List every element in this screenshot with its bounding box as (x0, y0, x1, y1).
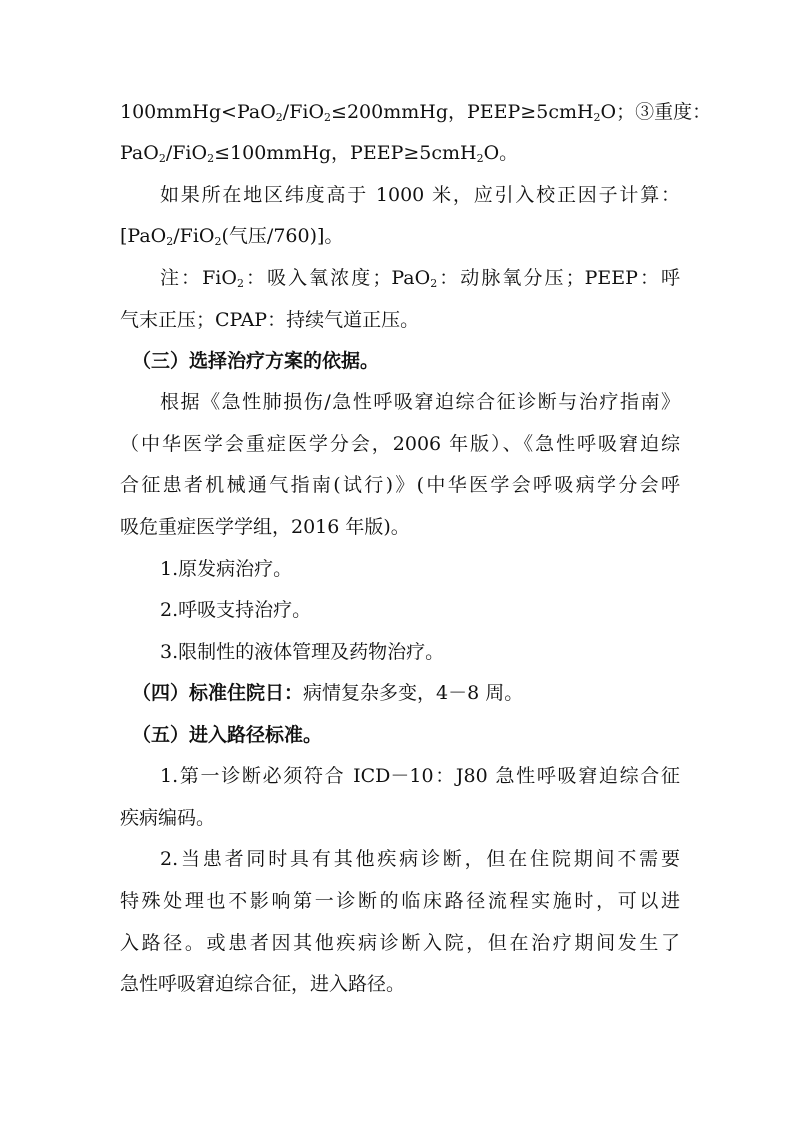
severe-criteria-line: PaO$_2$/FiO$_2$≤100mmHg，PEEP≥5cmH$_2$O。 (120, 142, 519, 165)
section-3-item-1: 1.原发病治疗。 (160, 558, 293, 580)
section-4-line (132, 679, 692, 707)
section-4-heading: （四）标准住院日： (132, 682, 304, 704)
section-5-item-2-line-2: 特殊处理也不影响第一诊断的临床路径流程实施时，可以进 (120, 890, 680, 912)
note-line-1: 注：FiO$_2$：吸入氧浓度；PaO$_2$：动脉氧分压；PEEP：呼 (160, 267, 680, 290)
section-5-item-2-line-3: 入路径。或患者因其他疾病诊断入院，但在治疗期间发生了 (120, 932, 680, 954)
section-5-item-1-line-2: 疾病编码。 (120, 807, 216, 829)
moderate-criteria-line: 100mmHg<PaO$_2$/FiO$_2$≤200mmHg，PEEP≥5cmH$_2$O；③重度： (120, 101, 712, 124)
section-5-item-1-line-1: 1.第一诊断必须符合 ICD－10：J80 急性呼吸窘迫综合征 (160, 765, 680, 787)
note-line-2: 气末正压；CPAP：持续气道正压。 (120, 309, 420, 331)
section-4-text: 病情复杂多变，4－8 周。 (303, 682, 524, 704)
section-3-line-1: 根据《急性肺损伤/急性呼吸窘迫综合征诊断与治疗指南》 (160, 391, 680, 413)
section-5-item-2-line-1: 2.当患者同时具有其他疾病诊断，但在住院期间不需要 (160, 848, 680, 870)
section-3-line-4: 吸危重症医学学组，2016 年版)。 (120, 516, 410, 538)
section-3-item-3: 3.限制性的液体管理及药物治疗。 (160, 641, 445, 663)
section-3-item-2: 2.呼吸支持治疗。 (160, 599, 312, 621)
altitude-line-1: 如果所在地区纬度高于 1000 米，应引入校正因子计算： (160, 184, 680, 206)
section-5-item-2-line-4: 急性呼吸窘迫综合征，进入路径。 (120, 973, 406, 995)
altitude-line-2: [PaO$_2$/FiO$_2$(气压/760)]。 (120, 225, 344, 248)
section-5-heading: （五）进入路径标准。 (132, 724, 323, 746)
section-3-heading: （三）选择治疗方案的依据。 (132, 350, 380, 372)
section-3-line-3: 合征患者机械通气指南(试行)》(中华医学会呼吸病学分会呼 (120, 474, 680, 496)
section-3-line-2: （中华医学会重症医学分会，2006 年版）、《急性呼吸窘迫综 (120, 433, 680, 455)
